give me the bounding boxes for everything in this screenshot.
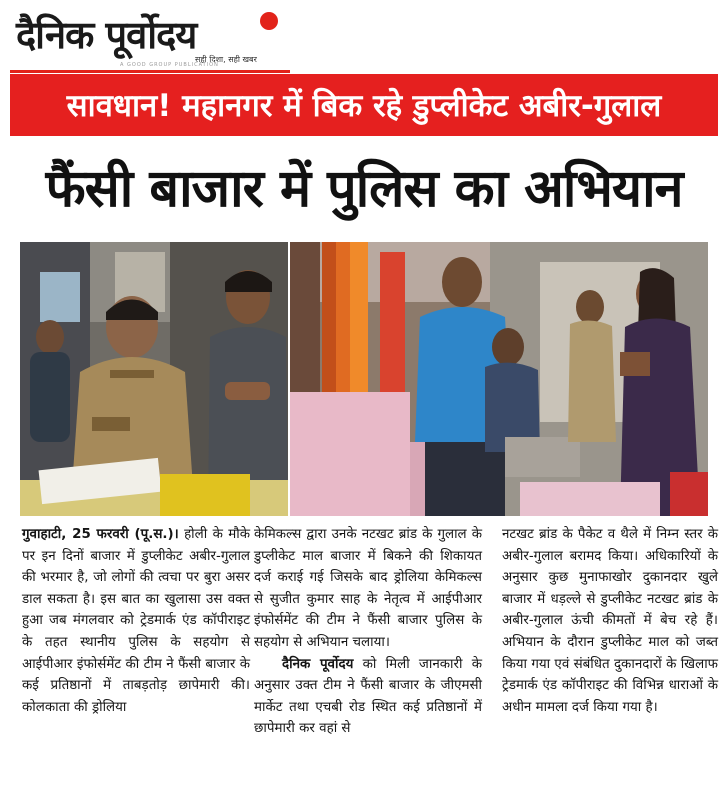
article-column-2-paragraph-1: केमिकल्स द्वारा उनके नटखट ब्रांड के गुलाल के डुप्लीकेट माल बाजार में बिकने की शिकायत दर्ज कराई गई जिसके बाद ड्रोलिया केमिकल्स से सुजीत कुमार साह के नेतृत्व में आईपीआर इंफोर्समेंट की टीम ने फैंसी बाजार पुलिस के सहयोग से अभियान चलाया।	[254, 527, 482, 650]
banner-text: सावधान! महानगर में बिक रहे डुप्लीकेट अबीर-गुलाल	[66, 88, 662, 124]
article-brand-mention: दैनिक पूर्वोदय	[282, 656, 354, 672]
police-inspection-illustration	[20, 242, 288, 516]
newspaper-tagline: सही दिशा, सही खबर	[195, 55, 257, 64]
headline-text: फैंसी बाजार में पुलिस का अभियान	[45, 158, 683, 219]
photo-police-inspection-left	[20, 242, 288, 516]
newspaper-title: दैनिक पूर्वोदय	[16, 13, 197, 57]
shop-raid-illustration	[290, 242, 708, 516]
photo-shop-raid-right	[290, 242, 708, 516]
publication-note: A GOOD GROUP PUBLICATION	[120, 62, 219, 68]
article-body	[10, 524, 718, 786]
article-column-1	[22, 524, 250, 718]
logo-dot-icon	[260, 12, 278, 30]
masthead-rule	[10, 70, 290, 73]
article-column-2	[254, 524, 482, 740]
article-column-2-paragraph-2: को मिली जानकारी के अनुसार उक्त टीम ने फैंसी बाजार के जीएमसी मार्केट तथा एचबी रोड स्थित कई प्रतिष्ठानों में छापेमारी कर वहां से	[254, 656, 482, 737]
article-column-1-text: होली के मौके पर इन दिनों बाजार में डुप्लीकेट अबीर-गुलाल की भरमार है, जो लोगों की त्वचा पर बुरा असर डाल सकता है। इस बात का खुलासा उस वक्त हुआ जब मंगलवार को ट्रेडमार्क एंड कॉपीराइट के तहत स्थानीय पुलिस के सहयोग से आईपीआर इंफोर्समेंट की टीम ने फैंसी बाजार के कई प्रतिष्ठानों में ताबड़तोड़ छापेमारी की। कोलकाता की ड्रोलिया	[22, 527, 250, 715]
article-dateline: गुवाहाटी, 25 फरवरी (पू.स.)।	[22, 527, 179, 542]
masthead	[10, 6, 310, 68]
article-column-3	[502, 524, 718, 718]
headline	[10, 142, 718, 230]
article-column-3-text: नटखट ब्रांड के पैकेट व थैले में निम्न स्तर के अबीर-गुलाल बरामद किया। अधिकारियों के अनुसार कुछ मुनाफाखोर दुकानदार खुले बाजार में धड़ल्ले से डुप्लीकेट नटखट ब्रांड के अबीर-गुलाल ऊंची कीमतों में बेच रहे हैं। अभियान के दौरान डुप्लीकेट माल को जब्त किया गया एवं संबंधित दुकानदारों के खिलाफ ट्रेडमार्क एंड कॉपीराइट की विभिन्न धाराओं के अधीन मामला दर्ज किया गया है।	[502, 527, 718, 715]
red-banner	[10, 74, 718, 136]
